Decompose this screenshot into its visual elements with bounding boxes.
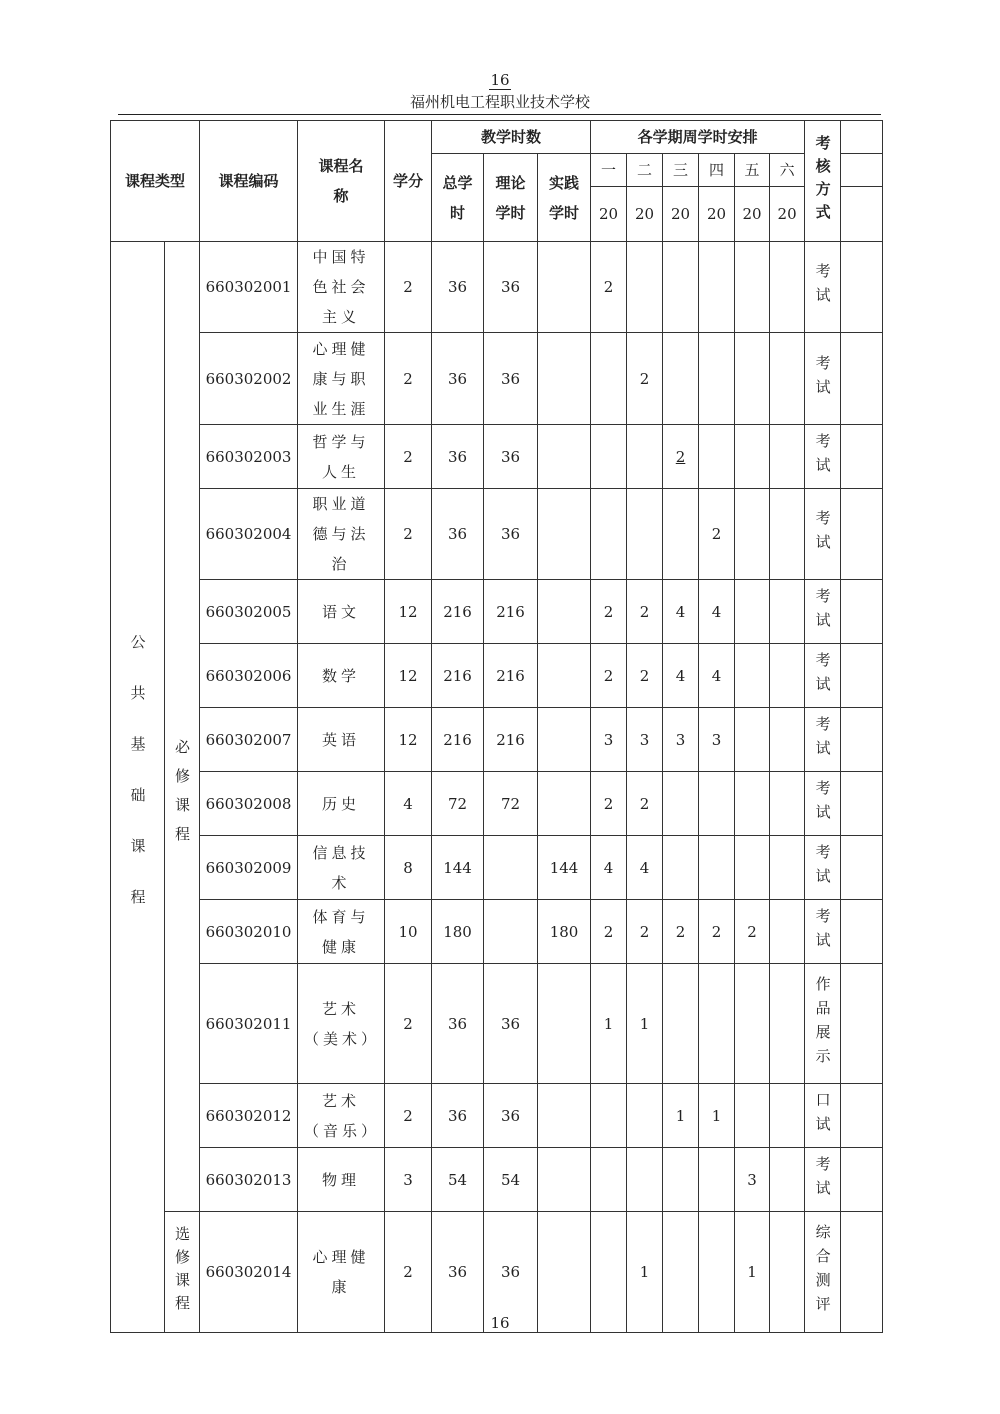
- assessment-label: 综合测评: [813, 1224, 832, 1320]
- semester-value: 1: [675, 1106, 686, 1125]
- semester-hours-5: [735, 580, 770, 644]
- semester-hours-2: [627, 644, 663, 708]
- semester-value: 2: [603, 794, 614, 813]
- theory-hours: 216: [484, 644, 538, 708]
- practice-hours: [538, 644, 591, 708]
- semester-hours-4: [699, 242, 735, 333]
- semester-hours-3: [663, 489, 699, 580]
- credit: 4: [385, 772, 432, 836]
- theory-hours: 54: [484, 1148, 538, 1212]
- semester-hours-5: [735, 900, 770, 964]
- assessment-label: 考试: [813, 1155, 832, 1204]
- semester-value: 4: [603, 858, 614, 877]
- course-name: 哲学与人生: [298, 425, 385, 489]
- blank-cell: [841, 154, 883, 187]
- course-name: 职业道德与法治: [298, 489, 385, 580]
- header-row-1: [111, 121, 883, 154]
- course-code: 660302006: [200, 644, 298, 708]
- table-row: [111, 644, 883, 708]
- course-name: 物理: [298, 1148, 385, 1212]
- credit: 12: [385, 580, 432, 644]
- course-code: 660302002: [200, 333, 298, 425]
- semester-hours-2: [627, 580, 663, 644]
- semester-hours-3: [663, 1084, 699, 1148]
- course-name: 中国特色社会主义: [298, 242, 385, 333]
- credit: 2: [385, 1084, 432, 1148]
- semester-value: 2: [711, 922, 722, 941]
- semester-hours-4: [699, 644, 735, 708]
- course-code: 660302014: [200, 1212, 298, 1333]
- blank-cell: [841, 187, 883, 242]
- practice-hours: 180: [538, 900, 591, 964]
- semester-hours-4: [699, 964, 735, 1084]
- semester-hours-4: [699, 836, 735, 900]
- semester-hours-6: [770, 772, 805, 836]
- semester-value: 1: [747, 1263, 757, 1281]
- total-hours: 36: [432, 1212, 484, 1333]
- credit: 8: [385, 836, 432, 900]
- semester-hours-1: [591, 708, 627, 772]
- semester-hours-4: [699, 772, 735, 836]
- semester-value: 4: [675, 602, 686, 621]
- total-hours: 36: [432, 425, 484, 489]
- practice-hours: [538, 772, 591, 836]
- course-code: 660302005: [200, 580, 298, 644]
- course-code: 660302009: [200, 836, 298, 900]
- header-rule: [118, 114, 881, 115]
- course-code: 660302012: [200, 1084, 298, 1148]
- semester-hours-3: [663, 1148, 699, 1212]
- assessment-label: 考试: [813, 843, 832, 892]
- course-code: 660302001: [200, 242, 298, 333]
- credit: 2: [385, 333, 432, 425]
- semester-value: 3: [639, 730, 650, 749]
- semester-6: 六: [770, 154, 805, 187]
- semester-value: 2: [675, 922, 686, 941]
- credit: 12: [385, 708, 432, 772]
- weeks-2: 20: [627, 187, 663, 242]
- semester-value: 2: [639, 369, 650, 388]
- semester-value: 1: [639, 1263, 650, 1281]
- school-header: 福州机电工程职业技术学校: [409, 93, 590, 111]
- semester-hours-2: [627, 1148, 663, 1212]
- semester-value: 2: [639, 602, 650, 621]
- assessment: [805, 644, 841, 708]
- course-name: 艺术（美术）: [298, 964, 385, 1084]
- semester-hours-3: [663, 772, 699, 836]
- page-number-top: 16: [490, 71, 510, 89]
- semester-hours-3: [663, 425, 699, 489]
- blank-cell: [841, 580, 883, 644]
- total-hours: 216: [432, 644, 484, 708]
- table-row: [111, 425, 883, 489]
- semester-hours-1: [591, 644, 627, 708]
- semester-hours-6: [770, 425, 805, 489]
- semester-hours-6: [770, 708, 805, 772]
- theory-hours: 36: [484, 242, 538, 333]
- semester-value: 2: [639, 794, 650, 813]
- table-row: [111, 242, 883, 333]
- blank-cell: [841, 964, 883, 1084]
- blank-cell: [841, 489, 883, 580]
- total-hours: 36: [432, 964, 484, 1084]
- semester-hours-3: [663, 900, 699, 964]
- weeks-5: 20: [735, 187, 770, 242]
- semester-value: 3: [711, 730, 722, 749]
- semester-hours-2: [627, 242, 663, 333]
- assessment-label: 考试: [813, 715, 832, 764]
- credit: 2: [385, 489, 432, 580]
- table-row: [111, 489, 883, 580]
- blank-cell: [841, 1084, 883, 1148]
- weeks-1: 20: [591, 187, 627, 242]
- semester-hours-3: [663, 836, 699, 900]
- assessment: [805, 1084, 841, 1148]
- theory-hours: 216: [484, 580, 538, 644]
- header-course-name: 课程名称: [298, 121, 385, 242]
- semester-hours-5: [735, 1148, 770, 1212]
- semester-hours-4: [699, 425, 735, 489]
- semester-4: 四: [699, 154, 735, 187]
- semester-value: 2: [675, 447, 686, 466]
- header-course-type: 课程类型: [111, 121, 200, 242]
- semester-value: 4: [711, 666, 722, 685]
- assessment-label: 作品展示: [813, 975, 832, 1072]
- semester-hours-4: [699, 1148, 735, 1212]
- semester-hours-6: [770, 1148, 805, 1212]
- semester-hours-1: [591, 1148, 627, 1212]
- course-name: 艺术（音乐）: [298, 1084, 385, 1148]
- table-row: [111, 580, 883, 644]
- theory-hours: 36: [484, 333, 538, 425]
- semester-hours-5: [735, 708, 770, 772]
- semester-value: 2: [639, 922, 650, 941]
- semester-hours-2: [627, 333, 663, 425]
- semester-hours-2: [627, 425, 663, 489]
- semester-hours-5: [735, 772, 770, 836]
- course-code: 660302013: [200, 1148, 298, 1212]
- assessment-label: 考试: [813, 907, 832, 956]
- semester-hours-6: [770, 900, 805, 964]
- table-row: [111, 836, 883, 900]
- credit: 3: [385, 1148, 432, 1212]
- semester-hours-2: [627, 1084, 663, 1148]
- blank-cell: [841, 121, 883, 154]
- assessment: [805, 964, 841, 1084]
- semester-hours-5: [735, 1084, 770, 1148]
- semester-hours-4: [699, 708, 735, 772]
- required-cell: [165, 242, 200, 1212]
- page-number-bottom: 16: [490, 1314, 510, 1332]
- theory-hours: [484, 836, 538, 900]
- assessment-label: 考试: [813, 432, 832, 481]
- practice-hours: 144: [538, 836, 591, 900]
- semester-value: 2: [747, 922, 757, 941]
- total-hours: 36: [432, 242, 484, 333]
- semester-hours-1: [591, 489, 627, 580]
- header-credit: 学分: [385, 121, 432, 242]
- table-row: [111, 964, 883, 1084]
- semester-value: 3: [747, 1170, 757, 1189]
- semester-hours-6: [770, 1084, 805, 1148]
- course-name: 语文: [298, 580, 385, 644]
- semester-hours-4: [699, 580, 735, 644]
- theory-hours: 36: [484, 1084, 538, 1148]
- practice-hours: [538, 580, 591, 644]
- table-row: [111, 900, 883, 964]
- semester-hours-6: [770, 836, 805, 900]
- blank-cell: [841, 425, 883, 489]
- assessment: [805, 1148, 841, 1212]
- credit: 2: [385, 1212, 432, 1333]
- course-name: 信息技术: [298, 836, 385, 900]
- semester-hours-5: [735, 242, 770, 333]
- semester-hours-6: [770, 964, 805, 1084]
- assessment: [805, 900, 841, 964]
- table-row: [111, 1148, 883, 1212]
- header-course-code: 课程编码: [200, 121, 298, 242]
- header-schedule-group: 各学期周学时安排: [591, 121, 805, 154]
- theory-hours: 36: [484, 1212, 538, 1333]
- assessment-label: 考试: [813, 779, 832, 828]
- semester-hours-6: [770, 489, 805, 580]
- semester-hours-1: [591, 242, 627, 333]
- semester-value: 2: [639, 666, 650, 685]
- course-name: 历史: [298, 772, 385, 836]
- header-practice-hours: 实践学时: [538, 154, 591, 242]
- blank-cell: [841, 1148, 883, 1212]
- semester-hours-1: [591, 1084, 627, 1148]
- assessment-label: 考试: [813, 651, 832, 700]
- semester-hours-1: [591, 900, 627, 964]
- practice-hours: [538, 1084, 591, 1148]
- header-assessment: 考核方式: [805, 121, 841, 242]
- course-code: 660302003: [200, 425, 298, 489]
- semester-value: 2: [603, 278, 614, 296]
- semester-hours-5: [735, 489, 770, 580]
- semester-hours-2: [627, 964, 663, 1084]
- semester-hours-2: [627, 836, 663, 900]
- theory-hours: 72: [484, 772, 538, 836]
- course-name: 心理健康: [298, 1212, 385, 1333]
- semester-1: 一: [591, 154, 627, 187]
- theory-hours: 36: [484, 964, 538, 1084]
- credit: 2: [385, 242, 432, 333]
- assessment: [805, 242, 841, 333]
- header-hours-group: 教学时数: [432, 121, 591, 154]
- assessment-label: 考试: [813, 587, 832, 636]
- table-row: [111, 708, 883, 772]
- semester-hours-4: [699, 489, 735, 580]
- header-total-hours: 总学时: [432, 154, 484, 242]
- assessment-label: 考试: [813, 263, 832, 311]
- total-hours: 72: [432, 772, 484, 836]
- semester-value: 1: [711, 1106, 722, 1125]
- course-code: 660302008: [200, 772, 298, 836]
- semester-hours-2: [627, 489, 663, 580]
- practice-hours: [538, 489, 591, 580]
- semester-hours-1: [591, 333, 627, 425]
- semester-hours-4: [699, 1084, 735, 1148]
- semester-hours-3: [663, 644, 699, 708]
- semester-hours-3: [663, 964, 699, 1084]
- blank-cell: [841, 333, 883, 425]
- practice-hours: [538, 964, 591, 1084]
- total-hours: 54: [432, 1148, 484, 1212]
- assessment-label: 考试: [813, 510, 832, 558]
- semester-hours-5: [735, 836, 770, 900]
- total-hours: 216: [432, 708, 484, 772]
- practice-hours: [538, 425, 591, 489]
- assessment-label: 口试: [813, 1091, 832, 1140]
- weeks-3: 20: [663, 187, 699, 242]
- total-hours: 180: [432, 900, 484, 964]
- course-name: 心理健康与职业生涯: [298, 333, 385, 425]
- total-hours: 144: [432, 836, 484, 900]
- theory-hours: 216: [484, 708, 538, 772]
- semester-2: 二: [627, 154, 663, 187]
- semester-hours-1: [591, 580, 627, 644]
- semester-value: 4: [675, 666, 686, 685]
- semester-hours-1: [591, 425, 627, 489]
- semester-hours-1: [591, 772, 627, 836]
- credit: 12: [385, 644, 432, 708]
- course-code: 660302010: [200, 900, 298, 964]
- practice-hours: [538, 1148, 591, 1212]
- course-code: 660302011: [200, 964, 298, 1084]
- semester-hours-4: [699, 900, 735, 964]
- semester-hours-1: [591, 964, 627, 1084]
- semester-hours-5: [735, 333, 770, 425]
- blank-cell: [841, 900, 883, 964]
- blank-cell: [841, 242, 883, 333]
- semester-hours-6: [770, 644, 805, 708]
- course-name: 数学: [298, 644, 385, 708]
- assessment: [805, 708, 841, 772]
- semester-hours-3: [663, 580, 699, 644]
- category-label: 公共基础课程: [128, 634, 147, 940]
- practice-hours: [538, 333, 591, 425]
- assessment: [805, 772, 841, 836]
- assessment: [805, 836, 841, 900]
- semester-5: 五: [735, 154, 770, 187]
- course-table: [110, 120, 883, 1333]
- semester-value: 2: [603, 602, 614, 621]
- category-cell: [111, 242, 165, 1333]
- assessment: [805, 580, 841, 644]
- semester-hours-6: [770, 580, 805, 644]
- blank-cell: [841, 836, 883, 900]
- theory-hours: [484, 900, 538, 964]
- credit: 2: [385, 964, 432, 1084]
- total-hours: 36: [432, 333, 484, 425]
- blank-cell: [841, 644, 883, 708]
- semester-hours-3: [663, 333, 699, 425]
- credit: 10: [385, 900, 432, 964]
- blank-cell: [841, 708, 883, 772]
- semester-hours-5: [735, 964, 770, 1084]
- semester-hours-3: [663, 708, 699, 772]
- semester-hours-2: [627, 772, 663, 836]
- semester-hours-2: [627, 900, 663, 964]
- semester-value: 1: [603, 1014, 614, 1033]
- semester-hours-6: [770, 242, 805, 333]
- required-label: 必修课程: [173, 738, 191, 855]
- semester-value: 2: [603, 922, 614, 941]
- course-name: 体育与健康: [298, 900, 385, 964]
- semester-hours-4: [699, 333, 735, 425]
- semester-value: 2: [603, 666, 614, 685]
- semester-value: 3: [603, 730, 614, 749]
- blank-cell: [841, 772, 883, 836]
- semester-hours-1: [591, 836, 627, 900]
- semester-hours-5: [735, 425, 770, 489]
- semester-hours-6: [770, 333, 805, 425]
- weeks-6: 20: [770, 187, 805, 242]
- semester-value: 2: [711, 525, 722, 543]
- table-row: [111, 772, 883, 836]
- semester-3: 三: [663, 154, 699, 187]
- assessment: [805, 425, 841, 489]
- semester-value: 3: [675, 730, 686, 749]
- weeks-4: 20: [699, 187, 735, 242]
- theory-hours: 36: [484, 489, 538, 580]
- practice-hours: [538, 708, 591, 772]
- total-hours: 36: [432, 489, 484, 580]
- semester-hours-3: [663, 242, 699, 333]
- credit: 2: [385, 425, 432, 489]
- header-theory-hours: 理论学时: [484, 154, 538, 242]
- total-hours: 216: [432, 580, 484, 644]
- semester-value: 4: [639, 858, 650, 877]
- table-row: [111, 333, 883, 425]
- semester-value: 4: [711, 602, 722, 621]
- semester-hours-5: [735, 644, 770, 708]
- course-code: 660302007: [200, 708, 298, 772]
- semester-hours-2: [627, 708, 663, 772]
- total-hours: 36: [432, 1084, 484, 1148]
- assessment-label: 考试: [813, 354, 832, 403]
- theory-hours: 36: [484, 425, 538, 489]
- semester-value: 1: [639, 1014, 650, 1033]
- table-row: [111, 1084, 883, 1148]
- course-code: 660302004: [200, 489, 298, 580]
- course-name: 英语: [298, 708, 385, 772]
- assessment: [805, 333, 841, 425]
- elective-label: 选修课程: [173, 1226, 191, 1318]
- practice-hours: [538, 242, 591, 333]
- assessment: [805, 489, 841, 580]
